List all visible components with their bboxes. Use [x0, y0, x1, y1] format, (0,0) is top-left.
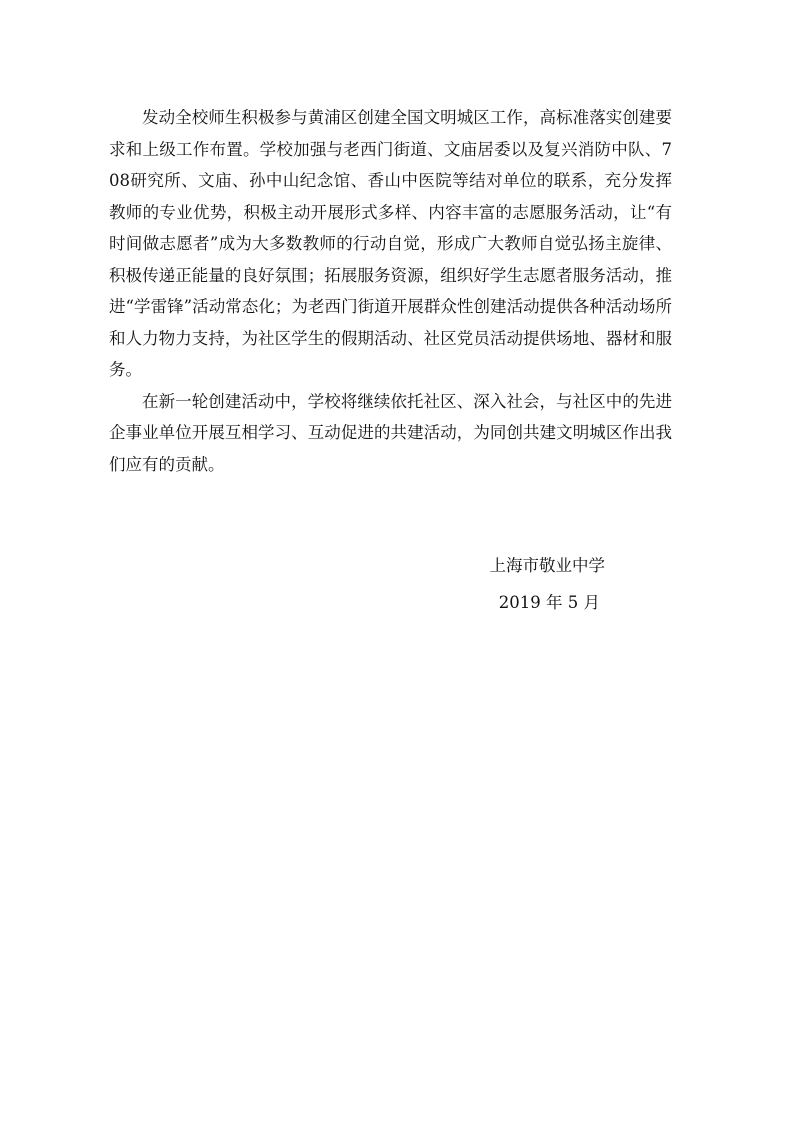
paragraph-co-construction: 在新一轮创建活动中，学校将继续依托社区、深入社会，与社区中的先进企事业单位开展互相学习、互动促进的共建活动，为同创共建文明城区作出我们应有的贡献。 — [109, 391, 672, 474]
paragraph-volunteer-service: 发动全校师生积极参与黄浦区创建全国文明城区工作，高标准落实创建要求和上级工作布置。学校加强与老西门街道、文庙居委以及复兴消防中队、708研究所、文庙、孙中山纪念馆、香山中医院等结对单位的联系，充分发挥教师的专业优势，积极主动开展形式多样、内容丰富的志愿服务活动，让“有时间做志愿者”成为大多数教师的行动自觉，形成广大教师自觉弘扬主旋律、积极传递正能量的良好氛围；拓展服务资源，组织好学生志愿者服务活动，推进“学雷锋”活动常态化；为老西门街道开展群众性创建活动提供各种活动场所和人力物力支持，为社区学生的假期活动、社区党员活动提供场地、器材和服务。 — [109, 108, 672, 379]
signature-organization: 上海市敬业中学 — [489, 556, 605, 575]
document-body — [109, 102, 672, 480]
signature-block — [405, 556, 605, 613]
signature-date: 2019 年 5 月 — [498, 593, 600, 612]
